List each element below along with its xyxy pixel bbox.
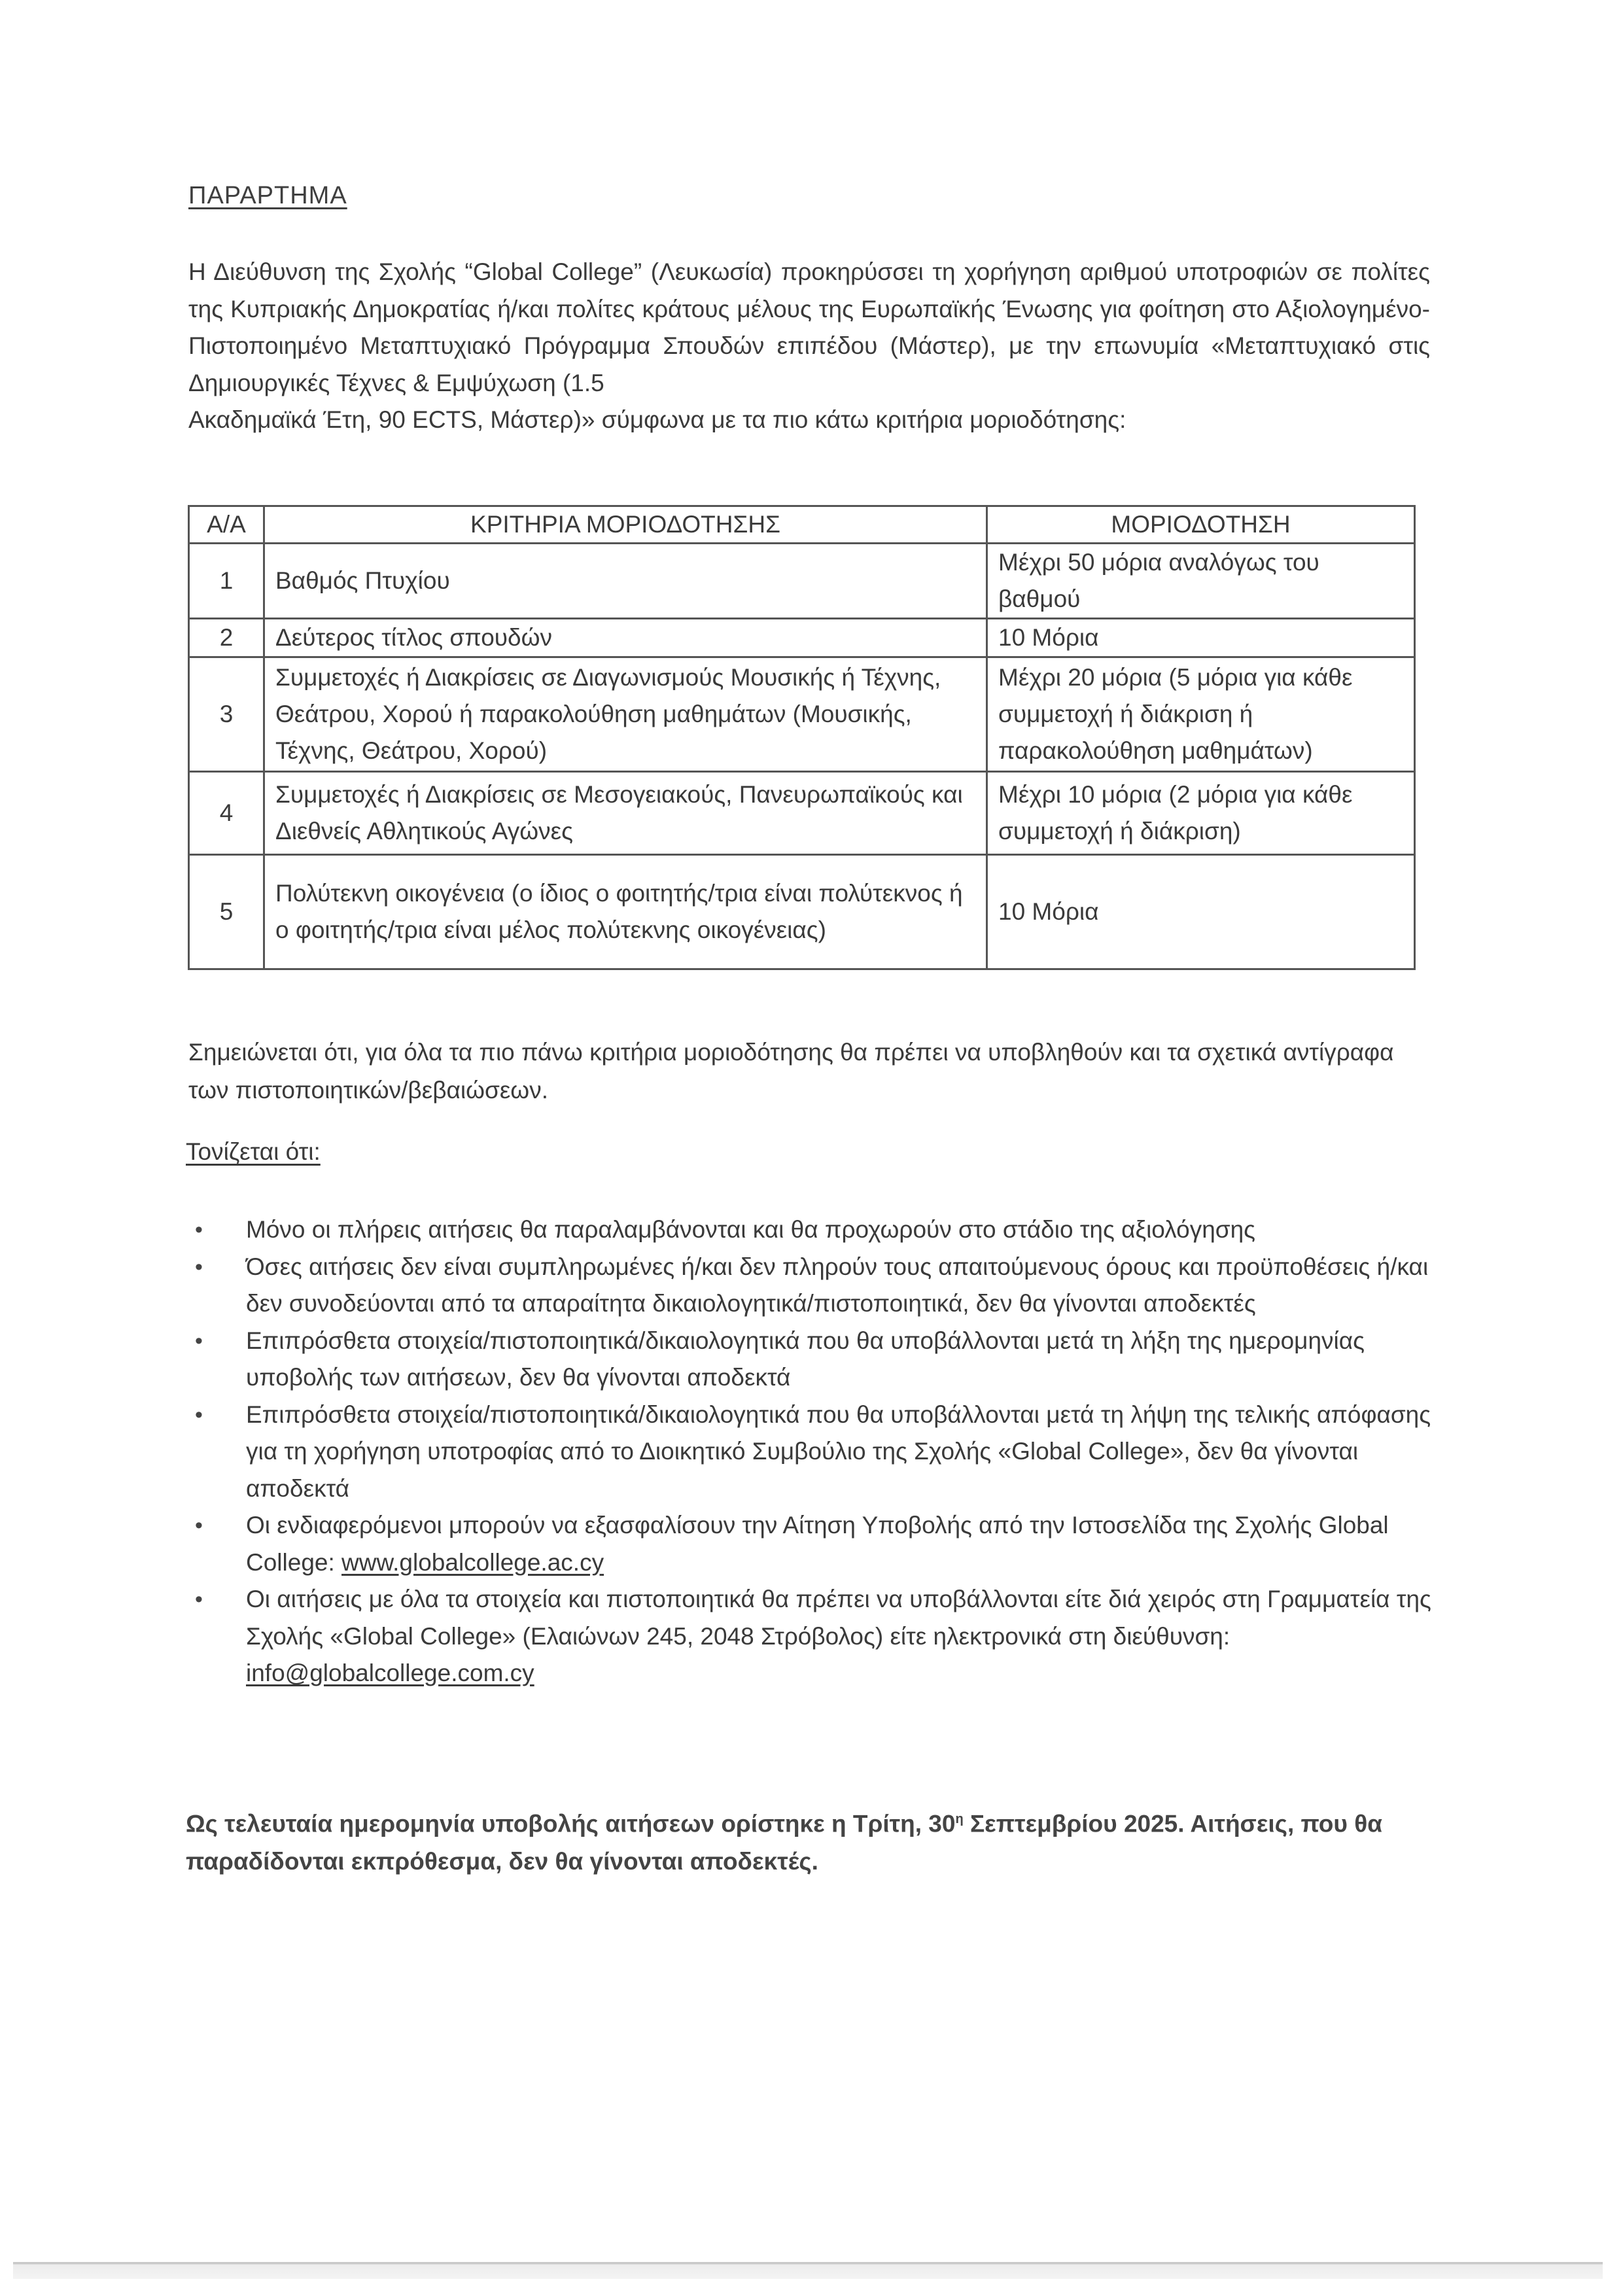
deadline-text-start: Ως τελευταία ημερομηνία υποβολής αιτήσεων ορίστηκε η Τρίτη, 30: [186, 1810, 956, 1837]
list-item: [188, 1507, 1451, 1581]
bullet-icon: •: [195, 1513, 203, 1538]
row-criterion: Συμμετοχές ή Διακρίσεις σε Μεσογειακούς, Πανευρωπαϊκούς και Διεθνείς Αθλητικούς Αγώνες: [264, 772, 987, 855]
page-title: ΠΑΡΑΡΤΗΜΑ: [188, 182, 347, 209]
emphasis-heading: Τονίζεται ότι:: [186, 1138, 321, 1165]
bullet-icon: •: [195, 1587, 203, 1612]
list-item-text: Οι ενδιαφερόμενοι μπορούν να εξασφαλίσουν την Αίτηση Υποβολής από την Ιστοσελίδα της Σχολής Global College:: [246, 1512, 1389, 1576]
email-link[interactable]: info@globalcollege.com.cy: [246, 1660, 534, 1686]
row-points: Μέχρι 20 μόρια (5 μόρια για κάθε συμμετοχή ή διάκριση ή παρακολούθηση μαθημάτων): [987, 657, 1415, 772]
row-number: 3: [189, 657, 264, 772]
row-criterion: Βαθμός Πτυχίου: [264, 544, 987, 619]
header-criteria: ΚΡΙΤΗΡΙΑ ΜΟΡΙΟΔΟΤΗΣΗΣ: [264, 506, 987, 544]
list-item: [188, 1211, 1451, 1249]
table-row: [189, 619, 1415, 657]
deadline-text-end: Σεπτεμβρίου 2025. Αιτήσεις, που θα παραδίδονται εκπρόθεσμα, δεν θα γίνονται αποδεκτές.: [186, 1810, 1382, 1875]
table-row: [189, 544, 1415, 619]
table-row: [189, 855, 1415, 969]
row-criterion: Δεύτερος τίτλος σπουδών: [264, 619, 987, 657]
row-number: 4: [189, 772, 264, 855]
list-item: [188, 1581, 1451, 1692]
intro-paragraph: [188, 254, 1430, 439]
list-item: [188, 1249, 1451, 1323]
website-link[interactable]: www.globalcollege.ac.cy: [341, 1548, 604, 1576]
conditions-list: [188, 1211, 1451, 1692]
list-item: [188, 1397, 1451, 1508]
row-criterion: Πολύτεκνη οικογένεια (ο ίδιος ο φοιτητής/τρια είναι πολύτεκνος ή ο φοιτητής/τρια είναι μέλος πολύτεκνης οικογένειας): [264, 855, 987, 969]
list-item-text: Επιπρόσθετα στοιχεία/πιστοποιητικά/δικαιολογητικά που θα υποβάλλονται μετά τη λήψη της τελικής απόφασης για τη χορήγηση υποτροφίας από το Διοικητικό Συμβούλιο της Σχολής «Global College», δεν θα γίνονται αποδεκτά: [246, 1400, 1431, 1502]
list-item-text: Επιπρόσθετα στοιχεία/πιστοποιητικά/δικαιολογητικά που θα υποβάλλονται μετά τη λήξη της ημερομηνίας υποβολής των αιτήσεων, δεν θα γίνονται αποδεκτά: [246, 1327, 1365, 1391]
list-item-text: Όσες αιτήσεις δεν είναι συμπληρωμένες ή/και δεν πληρούν τους απαιτούμενους όρους και προϋποθέσεις ή/και δεν συνοδεύονται από τα απαραίτητα δικαιολογητικά/πιστοποιητικά, δεν θα γίνονται αποδεκτές: [246, 1253, 1429, 1317]
list-item-text: Οι αιτήσεις με όλα τα στοιχεία και πιστοποιητικά θα πρέπει να υποβάλλονται είτε διά χειρός στη Γραμματεία της Σχολής «Global College» (Ελαιώνων 245, 2048 Στρόβολος) είτε ηλεκτρονικά στη διεύθυνση:: [246, 1586, 1431, 1650]
list-item-text: Μόνο οι πλήρεις αιτήσεις θα παραλαμβάνονται και θα προχωρούν στο στάδιο της αξιολόγησης: [246, 1216, 1256, 1243]
row-criterion: Συμμετοχές ή Διακρίσεις σε Διαγωνισμούς Μουσικής ή Τέχνης, Θεάτρου, Χορού ή παρακολούθηση μαθημάτων (Μουσικής, Τέχνης, Θεάτρου, Χορού): [264, 657, 987, 772]
intro-text-last-line: Ακαδημαϊκά Έτη, 90 ECTS, Μάστερ)» σύμφωνα με τα πιο κάτω κριτήρια μοριοδότησης:: [188, 406, 1126, 433]
table-row: [189, 657, 1415, 772]
deadline-notice: [186, 1800, 1461, 1881]
row-points: Μέχρι 10 μόρια (2 μόρια για κάθε συμμετοχή ή διάκριση): [987, 772, 1415, 855]
header-number: Α/Α: [189, 506, 264, 544]
row-number: 2: [189, 619, 264, 657]
intro-text: Η Διεύθυνση της Σχολής “Global College” (Λευκωσία) προκηρύσσει τη χορήγηση αριθμού υποτροφιών σε πολίτες της Κυπριακής Δημοκρατίας ή/και πολίτες κράτους μέλους της Ευρωπαϊκής Ένωσης για φοίτηση στο Αξιολογημένο-Πιστοποιημένο Μεταπτυχιακό Πρόγραμμα Σπουδών επιπέδου (Μάστερ), με την επωνυμία «Μεταπτυχιακό στις Δημιουργικές Τέχνες & Εμψύχωση (1.5: [188, 258, 1430, 396]
row-points: Μέχρι 50 μόρια αναλόγως του βαθμού: [987, 544, 1415, 619]
bullet-icon: •: [195, 1328, 203, 1353]
header-points: ΜΟΡΙΟΔΟΤΗΣΗ: [987, 506, 1415, 544]
bullet-icon: •: [195, 1217, 203, 1242]
bullet-icon: •: [195, 1402, 203, 1427]
table-header-row: [189, 506, 1415, 544]
row-number: 1: [189, 544, 264, 619]
row-number: 5: [189, 855, 264, 969]
row-points: 10 Μόρια: [987, 619, 1415, 657]
table-row: [189, 772, 1415, 855]
bullet-icon: •: [195, 1254, 203, 1279]
scoring-criteria-table: [188, 505, 1416, 970]
supporting-documents-note: Σημειώνεται ότι, για όλα τα πιο πάνω κριτήρια μοριοδότησης θα πρέπει να υποβληθούν και τα σχετικά αντίγραφα των πιστοποιητικών/βεβαιώσεων.: [188, 1039, 1394, 1104]
row-points: 10 Μόρια: [987, 855, 1415, 969]
list-item: [188, 1323, 1451, 1397]
scan-edge-artifact: [13, 2262, 1603, 2279]
ordinal-superscript: η: [955, 1812, 964, 1826]
